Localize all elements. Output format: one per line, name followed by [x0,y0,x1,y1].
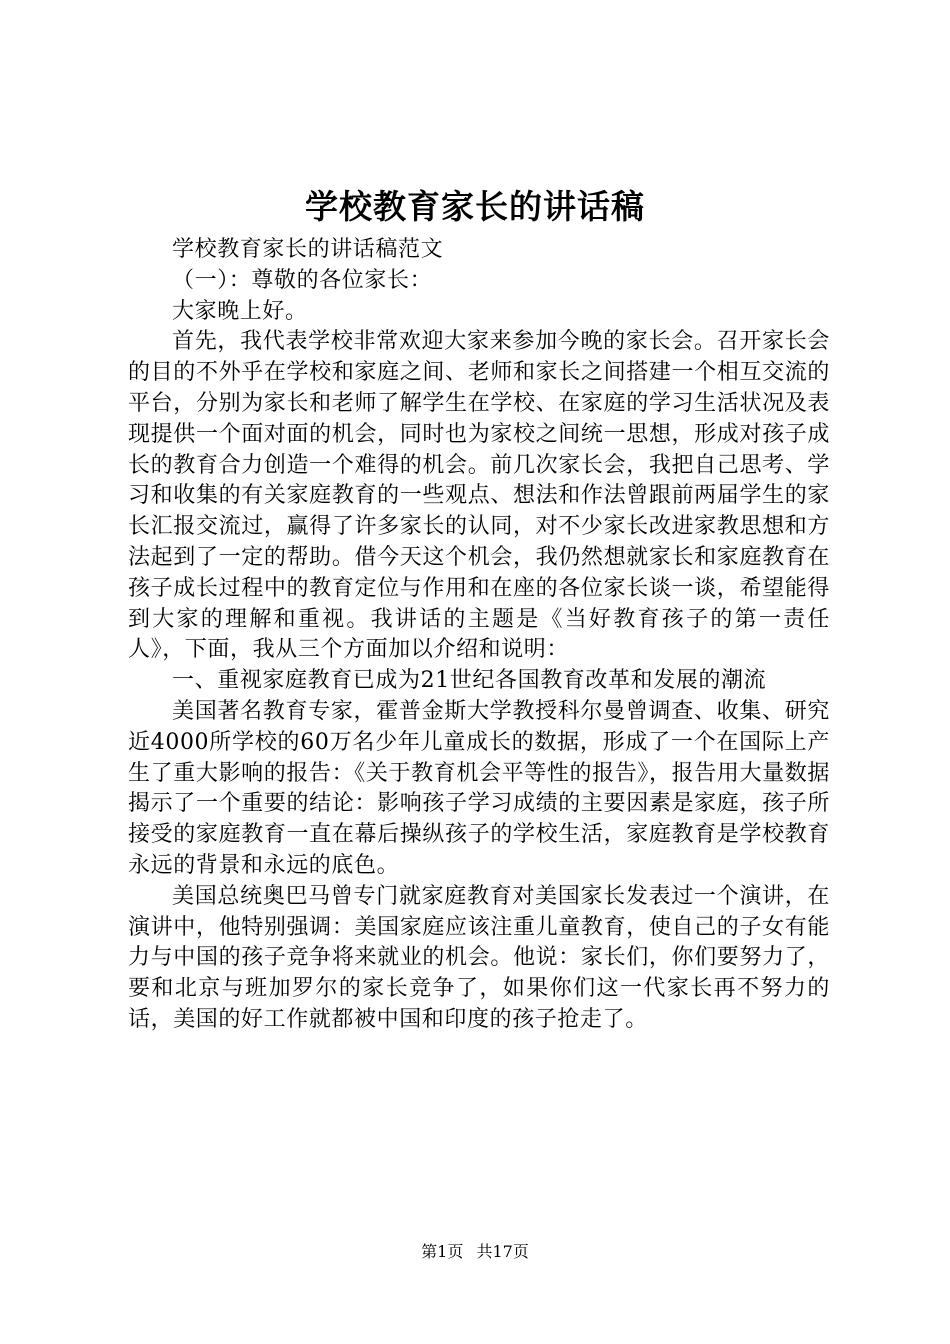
paragraph: 美国著名教育专家，霍普金斯大学教授科尔曼曾调查、收集、研究近4000所学校的60万名少年儿童成长的数据，形成了一个在国际上产生了重大影响的报告：《关于教育机会平等性的报告》，报告用大量数据揭示了一个重要的结论：影响孩子学习成绩的主要因素是家庭，孩子所接受的家庭教育一直在幕后操纵孩子的学校生活，家庭教育是学校教育永远的背景和永远的底色。 [128,698,830,878]
paragraph: 学校教育家长的讲话稿范文 [172,237,444,262]
paragraph: 大家晚上好。 [172,298,308,324]
paragraph: 首先，我代表学校非常欢迎大家来参加今晚的家长会。召开家长会的目的不外乎在学校和家庭之间、老师和家长之间搭建一个相互交流的平台，分别为家长和老师了解学生在学校、在家庭的学习生活状况及表现提供一个面对面的机会，同时也为家校之间统一思想，形成对孩子成长的教育合力创造一个难得的机会。前几次家长会，我把自己思考、学习和收集的有关家庭教育的一些观点、想法和作法曾跟前两届学生的家长汇报交流过，赢得了许多家长的认同，对不少家长改进家教思想和方法起到了一定的帮助。借今天这个机会，我仍然想就家长和家庭教育在孩子成长过程中的教育定位与作用和在座的各位家长谈一谈，希望能得到大家的理解和重视。我讲话的主题是《当好教育孩子的第一责任人》，下面，我从三个方面加以介绍和说明： [128,329,830,663]
paragraph: （一）：尊敬的各位家长： [172,267,433,293]
page-footer [0,1241,950,1263]
section-heading: 一、重视家庭教育已成为21世纪各国教育改革和发展的潮流 [172,668,767,694]
page-number: 第1页 [421,1242,464,1261]
page-total: 共17页 [476,1242,529,1261]
document-title: 学校教育家长的讲话稿 [305,187,645,226]
document-body [128,235,830,1036]
paragraph: 美国总统奥巴马曾专门就家庭教育对美国家长发表过一个演讲，在演讲中，他特别强调：美国家庭应该注重儿童教育，使自己的子女有能力与中国的孩子竞争将来就业的机会。他说：家长们，你们要努力了，要和北京与班加罗尔的家长竞争了，如果你们这一代家长再不努力的话，美国的好工作就都被中国和印度的孩子抢走了。 [128,883,830,1032]
